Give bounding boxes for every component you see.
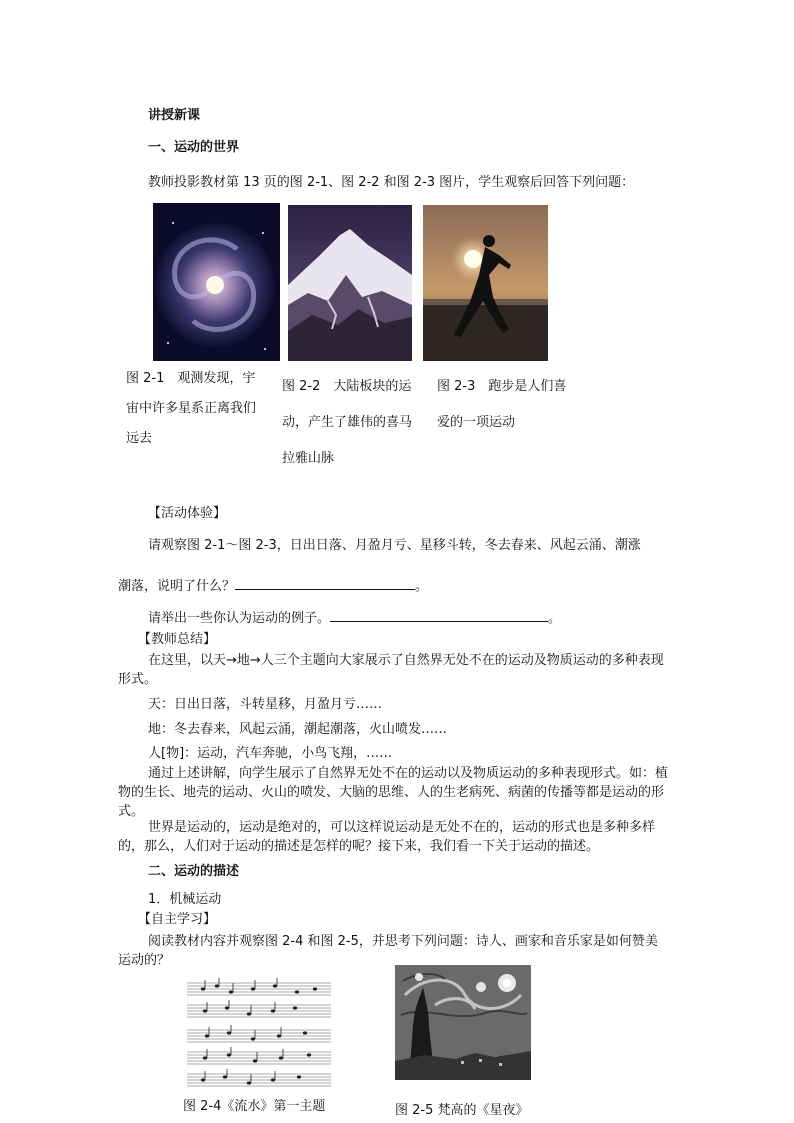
caption-line: 图 2-3 跑步是人们喜 xyxy=(437,379,567,394)
heading-motion-description: 二、运动的描述 xyxy=(148,864,240,879)
caption-fig-2-2 xyxy=(282,369,412,477)
question-end: 。 xyxy=(548,611,562,626)
summary-paragraph-1: 在这里，以天→地→人三个主题向大家展示了自然界无处不在的运动及物质运动的多种表现形式。 xyxy=(118,653,664,687)
summary-sky: 天：日出日落，斗转星移，月盈月亏…… xyxy=(148,697,383,712)
starry-night-image xyxy=(395,965,531,1080)
activity-question-1: 请观察图 2-1～图 2-3，日出日落、月盈月亏、星移斗转，冬去春来、风起云涌、潮涨 xyxy=(148,538,641,553)
activity-question-2 xyxy=(148,607,561,626)
self-study-title: 【自主学习】 xyxy=(138,912,217,927)
answer-blank-1[interactable] xyxy=(235,577,415,590)
question-end: 。 xyxy=(415,579,429,594)
question-text: 潮落，说明了什么？ xyxy=(118,579,236,594)
galaxy-image xyxy=(153,203,280,361)
mountain-image xyxy=(288,205,412,361)
caption-line: 图 2-1 观测发现，宇 xyxy=(126,371,256,386)
caption-line: 拉雅山脉 xyxy=(282,451,335,466)
summary-people: 人[物]：运动，汽车奔驰，小鸟飞翔，…… xyxy=(148,746,393,761)
summary-earth: 地：冬去春来，风起云涌，潮起潮落，火山喷发…… xyxy=(148,722,448,737)
activity-title: 【活动体验】 xyxy=(148,506,227,521)
question-text: 请举出一些你认为运动的例子。 xyxy=(148,611,331,626)
runner-image xyxy=(423,205,548,361)
sheet-music-image xyxy=(183,975,335,1087)
intro-paragraph: 教师投影教材第 13 页的图 2-1、图 2-2 和图 2-3 图片，学生观察后回答下列问题： xyxy=(148,175,635,190)
section-heading: 讲授新课 xyxy=(148,108,201,123)
subheading-mechanical-motion: 1．机械运动 xyxy=(148,892,222,907)
summary-paragraph-3: 世界是运动的，运动是绝对的，可以这样说运动是无处不在的，运动的形式也是多种多样的，那么，人们对于运动的描述是怎样的呢？接下来，我们看一下关于运动的描述。 xyxy=(118,820,656,854)
heading-motion-world: 一、运动的世界 xyxy=(148,140,240,155)
caption-fig-2-5: 图 2-5 梵高的《星夜》 xyxy=(395,1103,529,1118)
caption-line: 远去 xyxy=(126,431,153,446)
activity-question-1-cont xyxy=(118,575,428,594)
summary-title: 【教师总结】 xyxy=(138,632,217,647)
caption-fig-2-1 xyxy=(126,364,256,454)
caption-fig-2-3 xyxy=(437,369,566,441)
caption-line: 爱的一项运动 xyxy=(437,415,516,430)
caption-line: 宙中许多星系正离我们 xyxy=(126,401,257,416)
caption-fig-2-4: 图 2-4《流水》第一主题 xyxy=(183,1099,326,1114)
self-study-paragraph: 阅读教材内容并观察图 2-4 和图 2-5，并思考下列问题：诗人、画家和音乐家是如何赞美运动的？ xyxy=(118,934,658,968)
caption-line: 动，产生了雄伟的喜马 xyxy=(282,415,413,430)
answer-blank-2[interactable] xyxy=(330,609,548,622)
caption-line: 图 2-2 大陆板块的运 xyxy=(282,379,412,394)
summary-paragraph-2: 通过上述讲解，向学生展示了自然界无处不在的运动以及物质运动的多种表现形式。如：植物的生长、地壳的运动、火山的喷发、大脑的思维、人的生老病死、病菌的传播等都是运动的形式。 xyxy=(118,766,669,819)
